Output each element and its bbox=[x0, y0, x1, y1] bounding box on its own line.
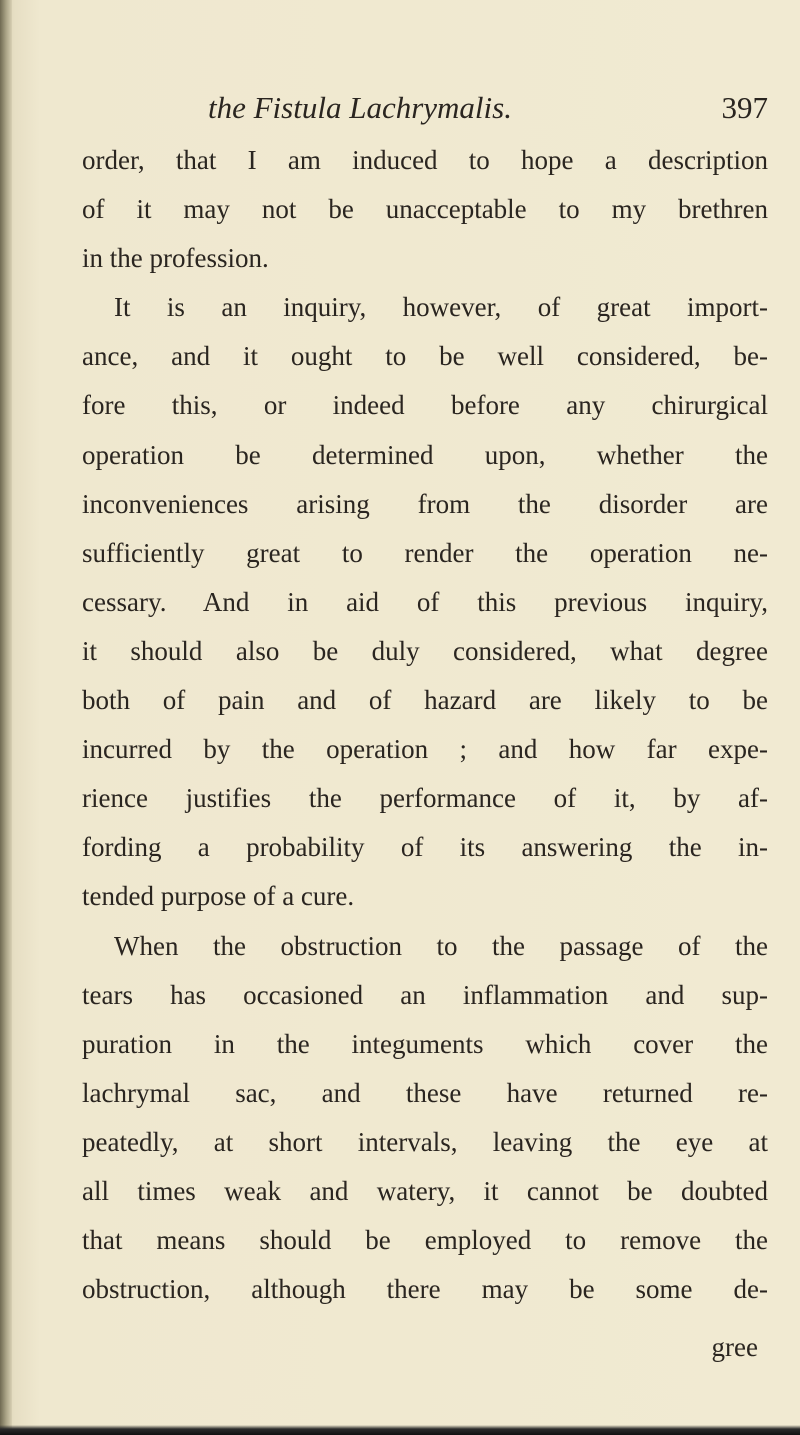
text-line: incurred by the operation ; and how far expe- bbox=[82, 734, 768, 765]
text-line: It is an inquiry, however, of great import- bbox=[114, 292, 768, 323]
text-line: order, that I am induced to hope a description bbox=[82, 145, 768, 175]
text-line: that means should be employed to remove the bbox=[82, 1225, 768, 1256]
text-line: When the obstruction to the passage of the bbox=[114, 930, 768, 961]
text-line: puration in the integuments which cover the bbox=[82, 1028, 768, 1059]
text-line: peatedly, at short intervals, leaving the eye at bbox=[82, 1126, 768, 1157]
catchword: gree bbox=[711, 1332, 758, 1362]
text-line: ance, and it ought to be well considered, be- bbox=[82, 341, 768, 372]
text-line: obstruction, although there may be some de- bbox=[82, 1274, 768, 1305]
page-header bbox=[60, 88, 768, 132]
text-line: in the profession. bbox=[82, 243, 269, 274]
text-line: tears has occasioned an inflammation and sup- bbox=[82, 979, 768, 1010]
text-line: fore this, or indeed before any chirurgical bbox=[82, 390, 768, 421]
text-line: fording a probability of its answering the in- bbox=[82, 832, 768, 863]
text-line: inconveniences arising from the disorder are bbox=[82, 488, 768, 519]
text-line: all times weak and watery, it cannot be doubted bbox=[82, 1175, 768, 1206]
text-line: it should also be duly considered, what degree bbox=[82, 635, 768, 666]
page-number: 397 bbox=[721, 90, 768, 125]
text-line: operation be determined upon, whether the bbox=[82, 439, 768, 470]
text-line: lachrymal sac, and these have returned re- bbox=[82, 1077, 768, 1108]
scan-bottom-edge bbox=[0, 1425, 800, 1435]
text-line: cessary. And in aid of this previous inquiry, bbox=[82, 586, 768, 617]
text-line: both of pain and of hazard are likely to be bbox=[82, 685, 768, 716]
body-text bbox=[82, 136, 768, 1314]
page-binding-shadow bbox=[0, 0, 12, 1435]
running-title: the Fistula Lachrymalis. bbox=[208, 90, 512, 125]
text-line: of it may not be unacceptable to my brethren bbox=[82, 194, 768, 225]
text-line: tended purpose of a cure. bbox=[82, 881, 355, 912]
text-line: sufficiently great to render the operation ne- bbox=[82, 537, 768, 568]
text-line: rience justifies the performance of it, by af- bbox=[82, 783, 768, 814]
